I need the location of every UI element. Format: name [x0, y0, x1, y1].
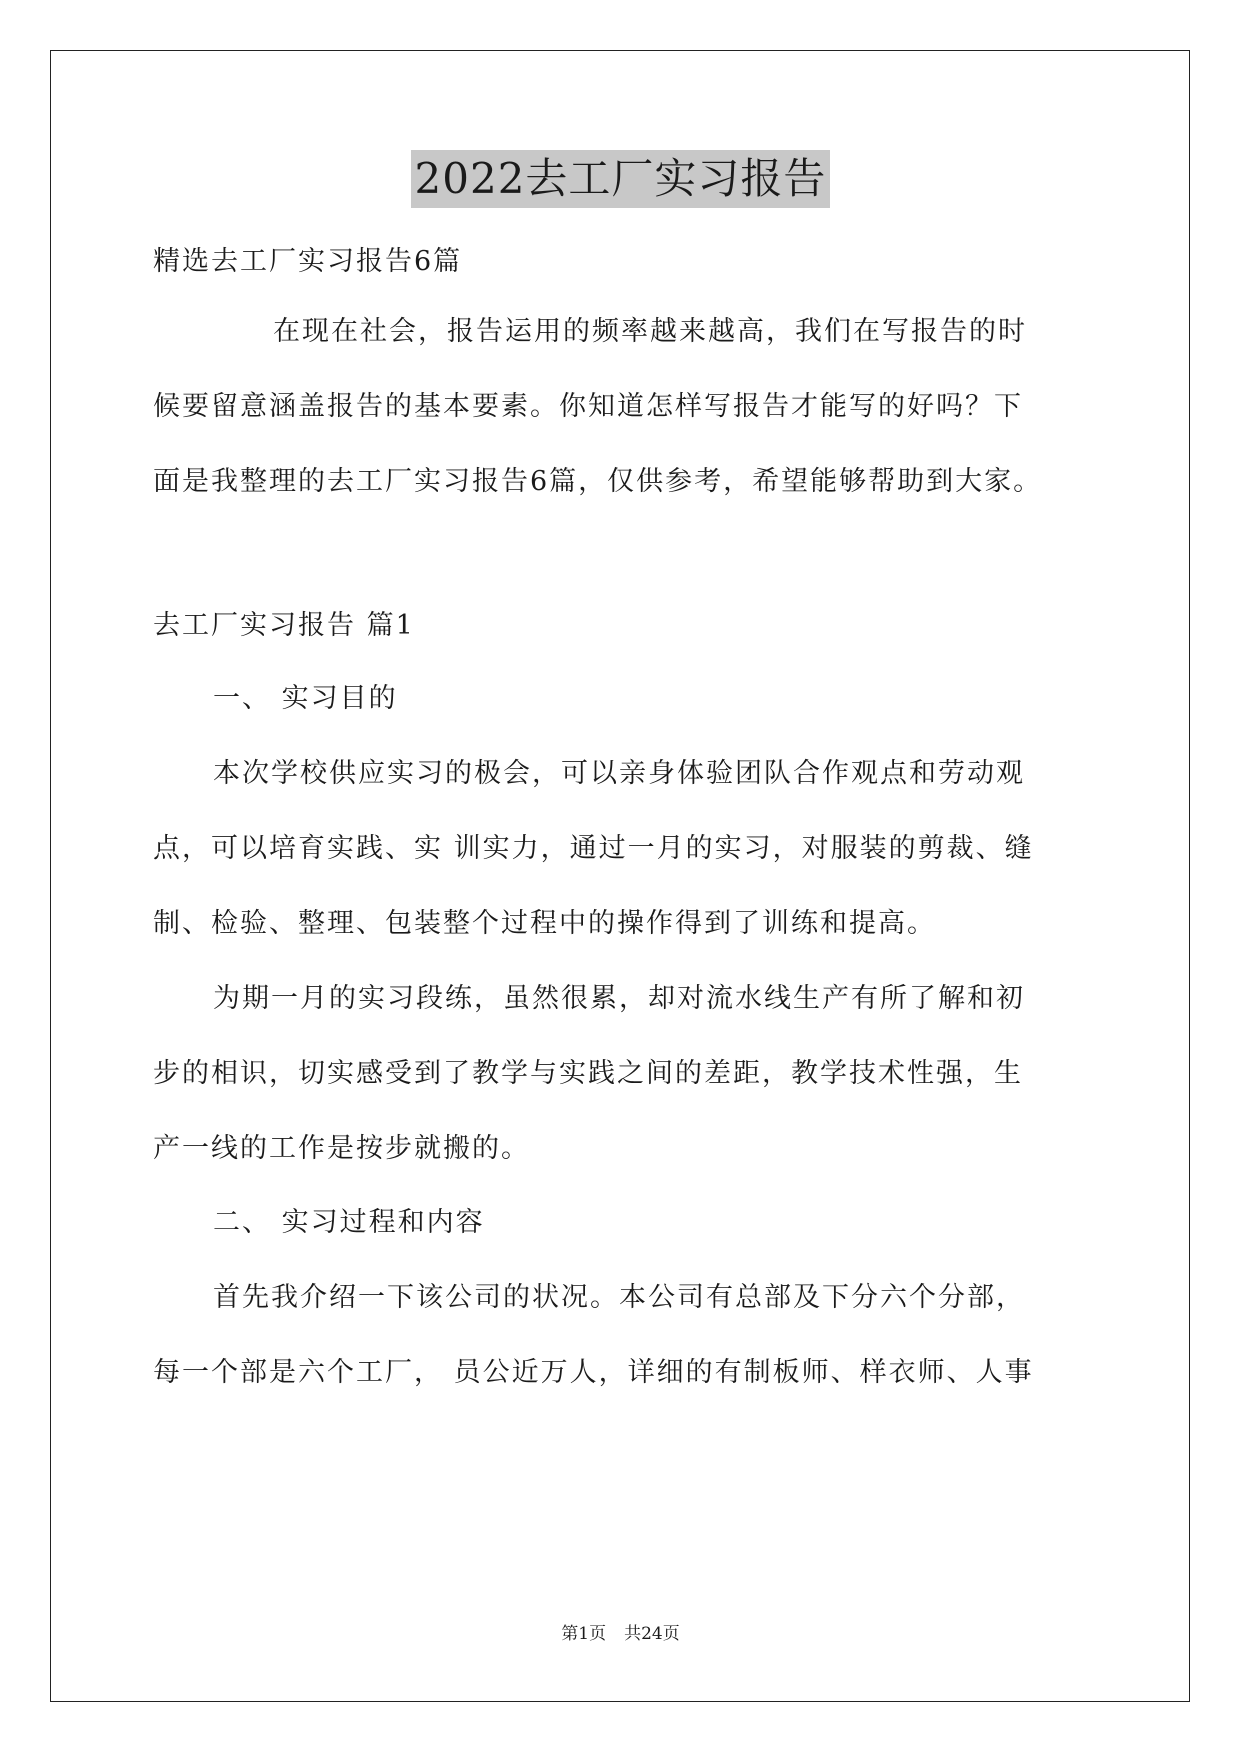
- body-line: 面是我整理的去工厂实习报告6篇，仅供参考，希望能够帮助到大家。: [153, 466, 1043, 497]
- title-container: [0, 150, 1241, 208]
- body-line: 首先我介绍一下该公司的状况。本公司有总部及下分六个分部，: [213, 1282, 1025, 1313]
- subsection-heading: 一、 实习目的: [213, 683, 398, 714]
- subsection-heading: 二、 实习过程和内容: [213, 1207, 485, 1238]
- page-total: 共24页: [624, 1624, 680, 1644]
- body-line: 制、检验、整理、包装整个过程中的操作得到了训练和提高。: [153, 908, 936, 939]
- body-line: 点，可以培育实践、实 训实力，通过一月的实习，对服装的剪裁、缝: [153, 833, 1034, 864]
- section-heading: 去工厂实习报告 篇1: [153, 610, 415, 641]
- page-number: 第1页: [561, 1624, 607, 1644]
- document-subtitle: 精选去工厂实习报告6篇: [153, 246, 463, 277]
- document-title: 2022去工厂实习报告: [411, 150, 831, 208]
- page-footer: [0, 1622, 1241, 1646]
- body-line: 步的相识，切实感受到了教学与实践之间的差距，教学技术性强，生: [153, 1058, 1023, 1089]
- body-line: 本次学校供应实习的极会，可以亲身体验团队合作观点和劳动观: [213, 758, 1025, 789]
- body-line: 候要留意涵盖报告的基本要素。你知道怎样写报告才能写的好吗？下: [153, 391, 1023, 422]
- page-border: [50, 50, 1190, 1702]
- body-line: 为期一月的实习段练，虽然很累，却对流水线生产有所了解和初: [213, 983, 1025, 1014]
- body-line: 在现在社会，报告运用的频率越来越高，我们在写报告的时: [273, 316, 1027, 347]
- body-line: 每一个部是六个工厂， 员公近万人，详细的有制板师、样衣师、人事: [153, 1357, 1034, 1388]
- body-line: 产一线的工作是按步就搬的。: [153, 1133, 530, 1164]
